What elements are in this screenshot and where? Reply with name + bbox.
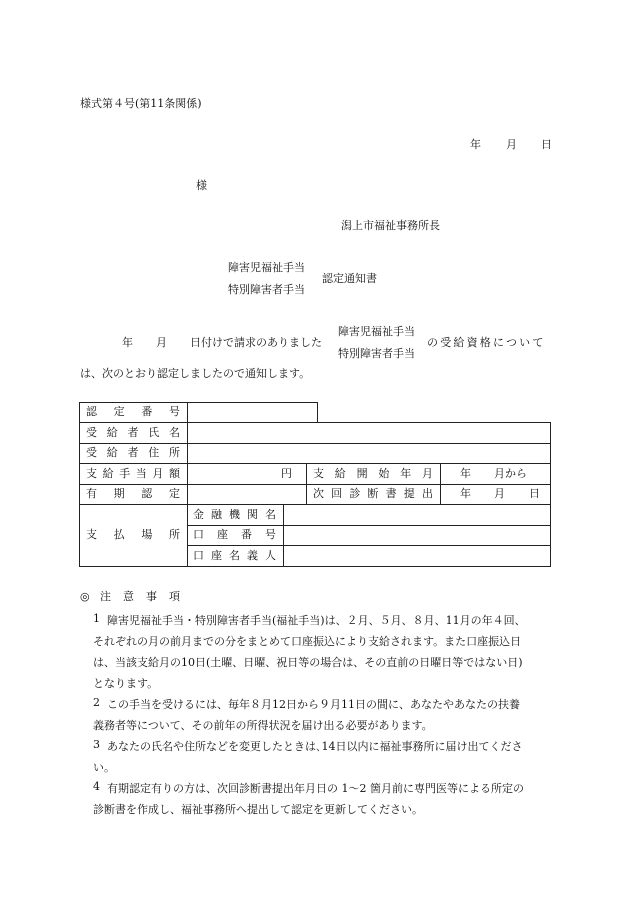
note-line: 診断書を作成し、福祉事務所へ提出して認定を更新してください。 (93, 803, 423, 816)
date-day: 日 (541, 138, 552, 151)
label-start-date: 支 給 開 始 年 月 (313, 467, 433, 480)
note-line: この手当を受けるには、毎年８月12日から９月11日の間に、あなたやあなたの扶養 (107, 698, 520, 711)
yen-unit: 円 (281, 467, 292, 480)
addressee-suffix: 様 (196, 179, 207, 192)
note-line: 障害児福祉手当・特別障害者手当(福祉手当)は、２月、５月、８月、11月の年４回、 (107, 614, 526, 627)
label-cert-number: 認 定 番 号 (86, 405, 180, 418)
intro-text-1: 日付けで請求のありました (190, 336, 322, 349)
note-line: は、当該支給月の10日(土曜、日曜、祝日等の場合は、その直前の日曜日等ではない日) (93, 656, 523, 669)
label-payment-place: 支 払 場 所 (86, 528, 180, 541)
intro-year: 年 (122, 336, 133, 349)
notes-heading-mark: ◎ (80, 590, 90, 603)
issuer-name: 潟上市福祉事務所長 (341, 219, 440, 232)
intro-month: 月 (156, 336, 167, 349)
note-line: 有期認定有りの方は、次回診断書提出年月日の 1～2 箇月前に専門医等による所定の (107, 782, 524, 795)
label-next-cert: 次 回 診 断 書 提 出 (313, 487, 433, 500)
intro-text-2: の受給資格について (427, 336, 546, 349)
next-year: 年 (460, 487, 471, 500)
note-number: 1 (93, 612, 100, 625)
note-number: 4 (93, 780, 100, 793)
title-allowance-2: 特別障害者手当 (228, 283, 305, 296)
note-line: い。 (93, 761, 115, 774)
title-suffix: 認定通知書 (322, 272, 377, 285)
label-recipient-address: 受 給 者 住 所 (86, 446, 180, 459)
label-bank: 金 融 機 関 名 (193, 508, 276, 521)
intro-allowance-1: 障害児福祉手当 (338, 325, 415, 338)
note-line: となります。 (93, 677, 159, 690)
start-month-from: 月から (494, 467, 527, 480)
label-monthly-amount: 支 給 手 当 月 額 (86, 467, 180, 480)
title-allowance-1: 障害児福祉手当 (228, 261, 305, 274)
label-validity: 有 期 認 定 (86, 487, 180, 500)
label-account-number: 口 座 番 号 (193, 528, 276, 541)
label-account-holder: 口 座 名 義 人 (193, 549, 276, 562)
date-month: 月 (506, 138, 517, 151)
notes-heading: 注 意 事 項 (100, 590, 180, 603)
note-line: あなたの氏名や住所などを変更したときは､14日以内に福祉事務所に届け出てくださ (107, 740, 523, 753)
note-line: 義務者等について、その前年の所得状況を届け出る必要があります。 (93, 719, 433, 732)
next-month: 月 (494, 487, 505, 500)
label-recipient-name: 受 給 者 氏 名 (86, 426, 180, 439)
next-day: 日 (529, 487, 540, 500)
note-number: 3 (93, 738, 100, 751)
note-line: それぞれの月の前月までの分をまとめて口座振込により支給されます。また口座振込日 (93, 635, 522, 648)
start-year: 年 (460, 467, 471, 480)
date-year: 年 (470, 138, 481, 151)
intro-allowance-2: 特別障害者手当 (338, 347, 415, 360)
form-number: 様式第４号(第11条関係) (80, 97, 202, 110)
intro-line-2: は、次のとおり認定しましたので通知します。 (80, 367, 311, 380)
note-number: 2 (93, 696, 100, 709)
